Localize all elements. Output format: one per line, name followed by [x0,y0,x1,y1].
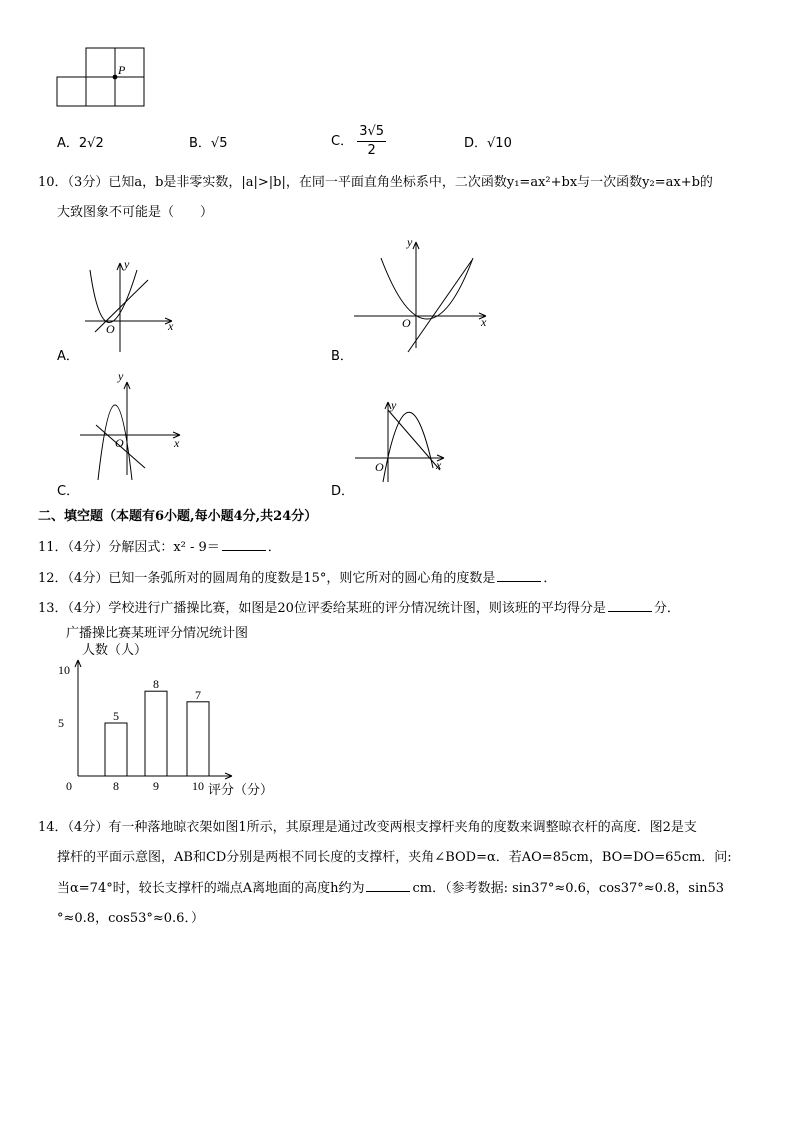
bar-data-label: 5 [113,709,119,723]
x-axis-label: x [481,315,487,329]
y-axis-title: 人数（人） [82,642,148,657]
q9-option-d[interactable]: D．√10 [464,136,512,151]
origin-label: O [115,436,124,450]
q9-option-b[interactable]: B．√5 [189,136,228,151]
bar [187,702,209,776]
origin-label: O [375,460,384,474]
point-p-label: P [118,63,126,77]
bar [105,723,127,776]
x-axis-label: x [436,458,442,472]
q10-option-d[interactable]: D． [331,484,355,499]
q14-line2: 撑杆的平面示意图，AB和CD分别是两根不同长度的支撑杆，夹角∠BOD=α．若AO=85cm，BO=DO=65cm．问: [57,850,732,865]
x-tick-label: 10 [192,779,204,793]
section-title: 二、填空题（本题有6小题,每小题4分,共24分） [38,509,318,524]
x-axis-label: x [168,319,174,333]
y-tick-label: 5 [58,716,64,730]
bar-data-label: 8 [153,677,159,692]
y-tick-label: 0 [66,779,72,793]
q14-line4: °≈0.8，cos53°≈0.6．） [57,911,204,926]
bar-data-label: 7 [195,687,201,702]
q10-option-b[interactable]: B． [331,349,353,364]
q14-line1: 14．（4分）有一种落地晾衣架如图1所示，其原理是通过改变两根支撑杆夹角的度数来调整晾衣杆的高度．图2是支 [38,820,697,835]
x-tick-label: 8 [113,779,119,793]
q11: 11．（4分）分解因式：x² - 9＝ ． [38,540,281,555]
origin-label: O [402,316,411,330]
q12: 12．（4分）已知一条弧所对的圆周角的度数是15°，则它所对的圆心角的度数是 ． [38,571,557,586]
y-axis-label: y [124,257,130,271]
q9-option-c[interactable]: C． $\frac{3√5}{2}$ [331,124,385,158]
y-tick-label: 10 [58,663,70,677]
y-axis-label: y [407,235,413,249]
x-axis-title: 评分（分） [208,782,274,797]
q14-line3: 当α=74°时，较长支撑杆的端点A离地面的高度h约为 cm．（参考数据: sin37°≈0.6，cos37°≈0.8，sin53 [57,881,725,896]
y-axis-label: y [391,398,397,412]
x-axis-label: x [174,436,180,450]
y-axis-label: y [118,369,124,383]
q9-option-a[interactable]: A．2√2 [57,136,104,151]
fraction: $\frac{3√5}{2}$ [359,124,385,158]
answer-blank[interactable] [366,890,410,892]
q10-line1: 10．（3分）已知a，b是非零实数，|a|>|b|，在同一平面直角坐标系中，二次函数y₁=ax²+bx与一次函数y₂=ax+b的 [38,175,713,190]
origin-label: O [106,322,115,336]
chart-title: 广播操比赛某班评分情况统计图 [66,625,249,640]
x-tick-label: 9 [153,779,159,793]
q10-line2: 大致图象不可能是（ ） [57,205,214,220]
q10-option-c[interactable]: C． [57,484,80,499]
bar [145,691,167,776]
q13: 13．（4分）学校进行广播操比赛，如图是20位评委给某班的评分情况统计图，则该班的平均得分是 分． [38,601,680,616]
q10-option-a[interactable]: A． [57,349,79,364]
